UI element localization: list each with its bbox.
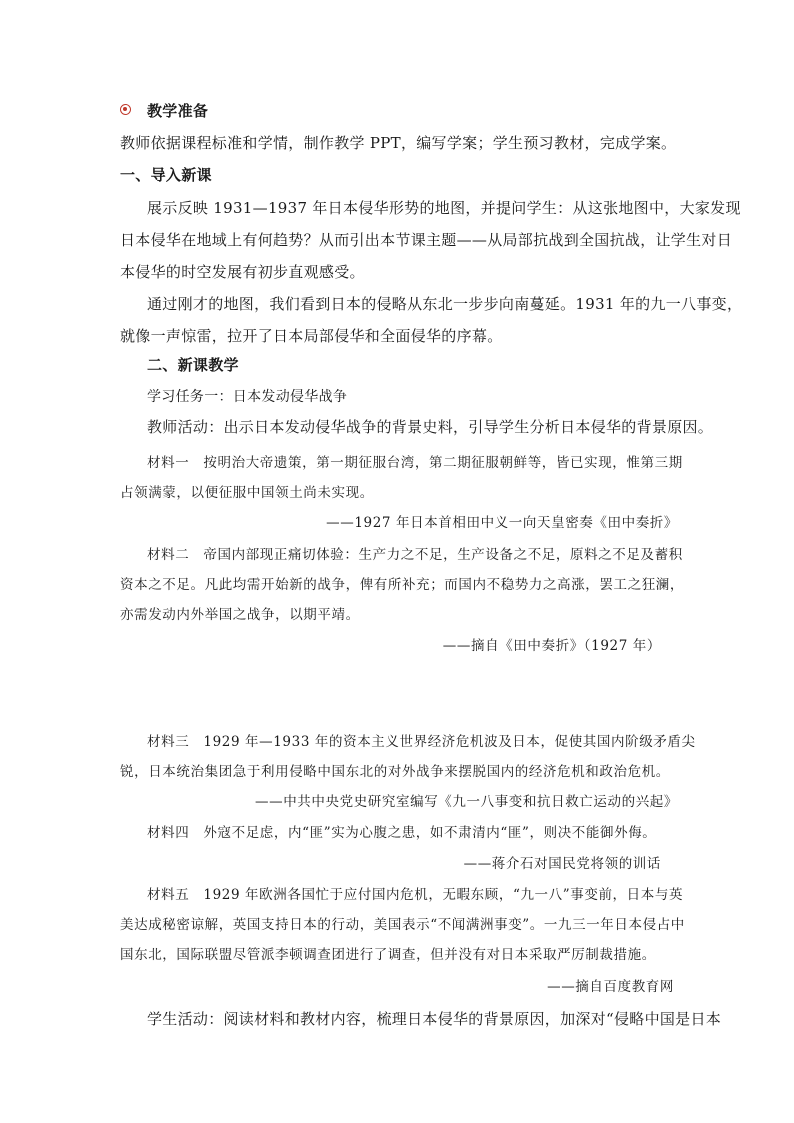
material4-source: ——蒋介石对国民党将领的训话	[463, 856, 661, 872]
material4-line1: 材料四 外寇不足虑，内“匪”实为心腹之患，如不肃清内“匪”，则决不能御外侮。	[147, 825, 657, 841]
material2-line1: 材料二 帝国内部现正痛切体验：生产力之不足，生产设备之不足，原料之不足及蓄积	[147, 547, 683, 563]
section1-p1-line2: 日本侵华在地域上有何趋势？从而引出本节课主题——从局部抗战到全国抗战，让学生对日	[120, 231, 733, 249]
bullet-icon	[120, 104, 131, 115]
material5-line2: 美达成秘密谅解，英国支持日本的行动，美国表示“不闻满洲事变”。一九三一年日本侵占中	[120, 917, 685, 933]
material1-source: ——1927 年日本首相田中义一向天皇密奏《田中奏折》	[326, 515, 678, 531]
section2-heading: 二、新课教学	[147, 356, 239, 374]
material1-line2: 占领满蒙，以便征服中国领土尚未实现。	[120, 485, 374, 501]
material2-line3: 亦需发动内外举国之战争，以期平靖。	[120, 607, 360, 623]
section1-p2-line1: 通过刚才的地图，我们看到日本的侵略从东北一步步向南蔓延。1931 年的九一八事变，	[147, 295, 743, 313]
material3-line2: 锐，日本统治集团急于利用侵略中国东北的对外战争来摆脱国内的经济危机和政治危机。	[120, 764, 670, 780]
section1-p1-line3: 本侵华的时空发展有初步直观感受。	[120, 263, 365, 281]
prep-title: 教学准备	[147, 102, 209, 120]
material3-source: ——中共中央党史研究室编写《九一八事变和抗日救亡运动的兴起》	[255, 794, 678, 810]
material2-source: ——摘自《田中奏折》（1927 年）	[442, 638, 661, 654]
section1-p2-line2: 就像一声惊雷，拉开了日本局部侵华和全面侵华的序幕。	[120, 327, 503, 345]
section1-heading: 一、导入新课	[120, 166, 212, 184]
student-activity: 学生活动：阅读材料和教材内容，梳理日本侵华的背景原因，加深对“侵略中国是日本	[147, 1010, 722, 1028]
material5-source: ——摘自百度教育网	[547, 979, 674, 995]
teacher-activity: 教师活动：出示日本发动侵华战争的背景史料，引导学生分析日本侵华的背景原因。	[147, 418, 714, 436]
material2-line2: 资本之不足。凡此均需开始新的战争，俾有所补充；而国内不稳势力之高涨，罢工之狂澜，	[120, 577, 684, 593]
material1-line1: 材料一 按明治大帝遗策，第一期征服台湾，第二期征服朝鲜等，皆已实现，惟第三期	[147, 455, 683, 471]
task1-title: 学习任务一：日本发动侵华战争	[147, 389, 348, 405]
material5-line1: 材料五 1929 年欧洲各国忙于应付国内危机，无暇东顾，“九一八”事变前，日本与英	[147, 887, 684, 903]
material3-line1: 材料三 1929 年—1933 年的资本主义世界经济危机波及日本，促使其国内阶级矛盾尖	[147, 734, 696, 750]
material5-line3: 国东北，国际联盟尽管派李顿调查团进行了调查，但并没有对日本采取严厉制裁措施。	[120, 947, 656, 963]
prep-text: 教师依据课程标准和学情，制作教学 PPT，编写学案；学生预习教材，完成学案。	[120, 134, 677, 152]
section1-p1-line1: 展示反映 1931—1937 年日本侵华形势的地图，并提问学生：从这张地图中，大家发现	[147, 199, 741, 217]
